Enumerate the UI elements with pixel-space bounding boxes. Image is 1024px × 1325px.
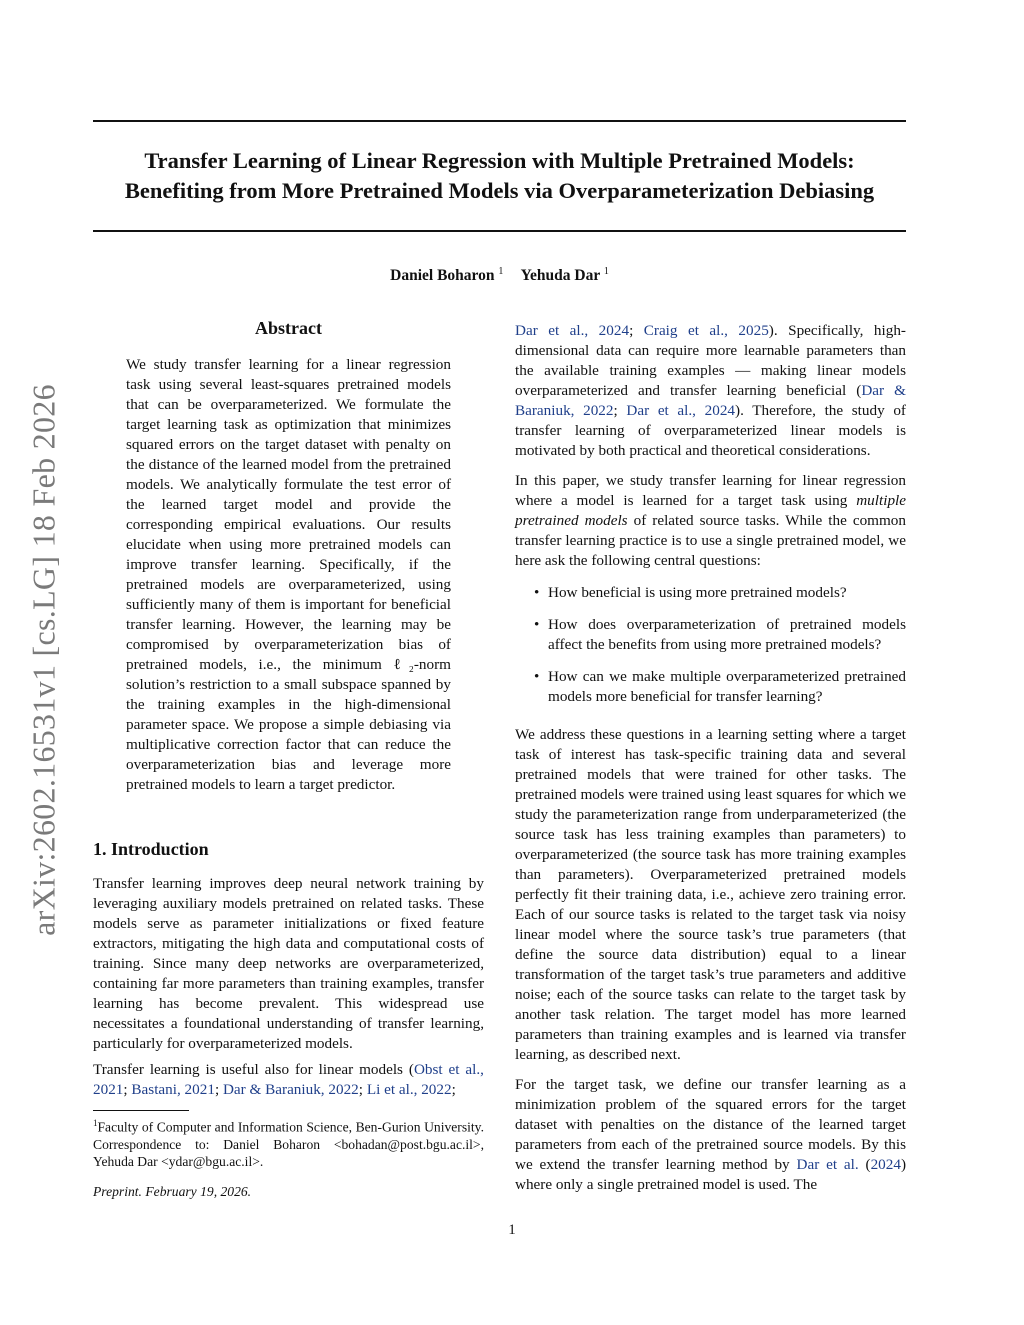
separator: ; bbox=[214, 1081, 223, 1098]
author-affiliation: 1 bbox=[603, 266, 609, 277]
citation-link[interactable]: Dar et al. bbox=[796, 1156, 859, 1173]
paragraph-text: where only a single pretrained model is used. The bbox=[515, 1176, 818, 1193]
right-paragraph-3: We address these questions in a learning setting where a target task of interest has task-specific training data and several pretrained models that were trained for other tasks. The pretrained models were trained using least squares for which we study the parameterization range from underparameterized (the source task has less training examples than parameters) to overparameterized (the source task has more training examples than parameters). Overparameterized pretrained models perfectly fit their training data, i.e., achieve zero training error. Each of our source tasks is related to the target task via noisy linear model where the source task’s true parameters (that define the source data distribution) equal to a linear transformation of the target task’s true parameters and additive noise; each of the source tasks can relate to the target task by another task relation. The target model has more learned parameters than training examples and is learned via transfer learning, as described next. bbox=[515, 726, 906, 1063]
citation-link[interactable]: Dar & Baraniuk, 2022 bbox=[222, 1081, 359, 1098]
section-heading-introduction: 1. Introduction bbox=[93, 839, 209, 859]
paragraph-text: For the target task, we define our transfer learning as a minimization problem of the squared errors for the target dataset with penalties on the distance of the learned target parameters from each of the pretrained source models. By this we extend the transfer learning method by bbox=[515, 1076, 906, 1173]
citation-link[interactable]: Dar et al., 2024 bbox=[626, 402, 736, 419]
citation-link[interactable]: Li et al., 2022 bbox=[366, 1081, 452, 1098]
paper-title bbox=[93, 146, 906, 206]
footnote-mark: 1 bbox=[93, 1118, 98, 1128]
citation-link[interactable]: 2024 bbox=[870, 1156, 901, 1173]
footnote-rule bbox=[93, 1110, 189, 1111]
citation-link[interactable]: Dar et al., 2024 bbox=[515, 322, 630, 339]
question-text: How can we make multiple overparameterized pretrained models more beneficial for transfer learning? bbox=[548, 668, 906, 705]
paragraph-text: of related source tasks. While the common transfer learning practice is to use a single pretrained model, we here ask the following central questions: bbox=[515, 512, 906, 569]
citation-link[interactable]: Dar & Baraniuk, 2022 bbox=[515, 382, 906, 419]
abstract-heading: Abstract bbox=[255, 318, 322, 338]
introduction-body bbox=[93, 874, 484, 1100]
citation-link[interactable]: Craig et al., 2025 bbox=[643, 322, 769, 339]
bullet-icon: • bbox=[534, 584, 540, 601]
right-column bbox=[515, 321, 906, 1195]
right-paragraph-4: For the target task, we define our transfer learning as a minimization problem of the squared errors for the target dataset with penalties on the distance of the learned target parameters from each of the pretrained source models. By this we extend the transfer learning method by Dar et al. (2024) where only a single pretrained model is used. The bbox=[515, 1076, 907, 1193]
title-line-1: Transfer Learning of Linear Regression with Multiple Pretrained Models: bbox=[144, 148, 855, 173]
footnote bbox=[93, 1115, 484, 1170]
bullet-icon: • bbox=[534, 616, 540, 633]
author-affiliation: 1 bbox=[498, 266, 504, 277]
paragraph-text: In this paper, we study transfer learning for linear regression where a model is learned for a target task using bbox=[515, 472, 906, 509]
right-paragraph-2 bbox=[515, 471, 906, 571]
list-item bbox=[515, 583, 906, 603]
question-text: How beneficial is using more pretrained models? bbox=[548, 584, 847, 601]
footnote-text: Faculty of Computer and Information Science, Ben-Gurion University. Correspondence to: Daniel Boharon <bohadan@post.bgu.ac.il>, Yehuda Dar <ydar@bgu.ac.il>. bbox=[93, 1119, 484, 1169]
question-list bbox=[515, 583, 906, 707]
page-number: 1 bbox=[508, 1222, 516, 1238]
author-list bbox=[93, 266, 906, 285]
emphasis: multiple pretrained models bbox=[515, 492, 906, 529]
paragraph-text: ). Specifically, high-dimensional data can require more learnable parameters than the available training examples — making linear models overparameterized and transfer learning beneficial ( bbox=[515, 322, 906, 399]
right-paragraph-1: Dar et al., 2024; Craig et al., 2025). Specifically, high-dimensional data can require more learnable parameters than the available training examples — making linear models overparameterized and transfer learning beneficial (Dar & Baraniuk, 2022; Dar et al., 2024). Therefore, the study of transfer learning of overparameterized linear models is motivated by both practical and theoretical considerations. bbox=[515, 322, 906, 459]
preprint-note: Preprint. February 19, 2026. bbox=[93, 1184, 252, 1199]
title-bottom-rule bbox=[93, 230, 906, 232]
arxiv-stamp: arXiv:2602.16531v1 [cs.LG] 18 Feb 2026 bbox=[25, 384, 62, 936]
intro-paragraph-1: Transfer learning improves deep neural network training by leveraging auxiliary models pretrained on related tasks. These models serve as parameter initializations or fixed feature extractors, mitigating the high data and computational costs of training. Since many deep networks are overparameterized, containing far more parameters than training examples, transfer learning has become prevalent. This widespread use necessitates a foundational understanding of transfer learning, particularly for overparameterized models. bbox=[93, 875, 484, 1052]
separator: ; bbox=[451, 1081, 456, 1098]
list-item bbox=[515, 667, 906, 707]
abstract-text: We study transfer learning for a linear regression task using several least-squares pretrained models that can be overparameterized. We formulate the target learning task as optimization that minimizes squared errors on the target dataset with penalty on the distance of the learned model from the pretrained models. We analytically formulate the test error of the learned target model and provide the corresponding empirical evaluations. Our results elucidate when using more pretrained models can improve transfer learning. Specifically, if the pretrained models are overparameterized, using sufficiently many of them is important for beneficial transfer learning. However, the learning may be compromised by overparameterization bias of pretrained models, i.e., the minimum ℓ₂-norm solution’s restriction to a small subspace spanned by the training examples in the high-dimensional parameter space. We propose a simple debiasing via multiplicative correction factor that can reduce the overparameterization bias and leverage more pretrained models to learn a target predictor. bbox=[126, 356, 451, 793]
question-text: How does overparameterization of pretrained models affect the benefits from using more pretrained models? bbox=[548, 616, 906, 653]
paragraph-text: ). Therefore, the study of transfer learning of overparameterized linear models is motivated by both practical and theoretical considerations. bbox=[515, 402, 906, 459]
separator: ; bbox=[123, 1081, 132, 1098]
list-item bbox=[515, 615, 906, 655]
abstract-body bbox=[126, 355, 451, 795]
intro-text: Transfer learning is useful also for linear models ( bbox=[93, 1061, 414, 1078]
separator: ; bbox=[358, 1081, 367, 1098]
title-line-2: Benefiting from More Pretrained Models via Overparameterization Debiasing bbox=[124, 178, 875, 203]
top-rule bbox=[93, 120, 906, 122]
intro-paragraph-2 bbox=[93, 1060, 484, 1100]
bullet-icon: • bbox=[534, 668, 540, 685]
author-name: Daniel Boharon bbox=[390, 267, 495, 284]
citation-link[interactable]: Obst et al., 2021 bbox=[93, 1061, 484, 1098]
author-name: Yehuda Dar bbox=[520, 267, 600, 284]
citation-link[interactable]: Bastani, 2021 bbox=[131, 1081, 215, 1098]
